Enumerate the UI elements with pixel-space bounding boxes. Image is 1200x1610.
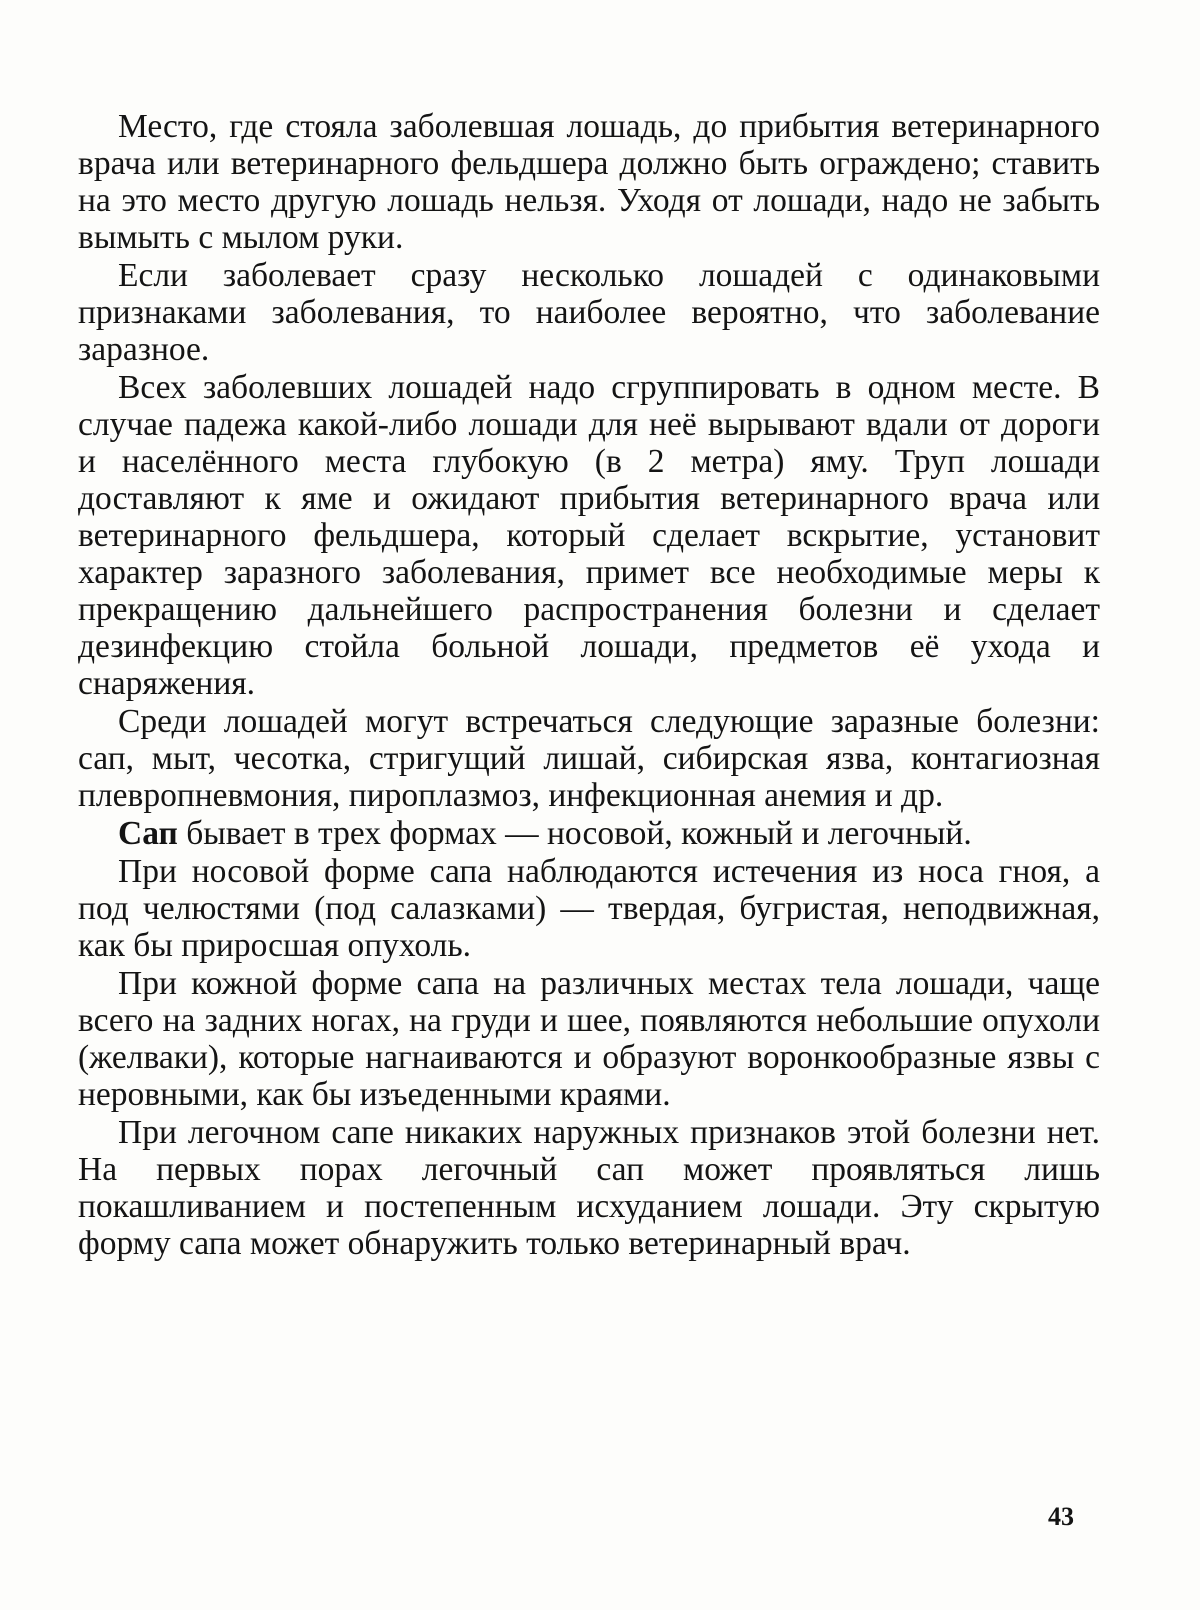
body-text bbox=[78, 108, 1100, 1263]
paragraph-5-body: бывает в трех формах — носовой, кожный и легочный. bbox=[177, 815, 972, 852]
paragraph-5-lead: Сап bbox=[118, 815, 178, 852]
page-number: 43 bbox=[1048, 1502, 1074, 1531]
paragraph-8: При легочном сапе никаких наружных признаков этой болезни нет. На первых порах легочный сап может проявляться лишь покашливанием и постепенным исхуданием лошади. Эту скрытую форму сапа может обнаружить только ветеринарный врач. bbox=[78, 1114, 1100, 1262]
paragraph-2: Если заболевает сразу несколько лошадей с одинаковыми признаками заболевания, то наиболее вероятно, что заболевание заразное. bbox=[78, 257, 1100, 368]
paragraph-4: Среди лошадей могут встречаться следующие заразные болезни: сап, мыт, чесотка, стригущий лишай, сибирская язва, контагиозная плевропневмония, пироплазмоз, инфекционная анемия и др. bbox=[78, 703, 1100, 814]
paragraph-1: Место, где стояла заболевшая лошадь, до прибытия ветеринарного врача или ветеринарного фельдшера должно быть ограждено; ставить на это место другую лошадь нельзя. Уходя от лошади, надо не забыть вымыть с мылом руки. bbox=[78, 108, 1100, 256]
paragraph-3: Всех заболевших лошадей надо сгруппировать в одном месте. В случае падежа какой-либо лошади для неё вырывают вдали от дороги и населённого места глубокую (в 2 метра) яму. Труп лошади доставляют к яме и ожидают прибытия ветеринарного врача или ветеринарного фельдшера, который сделает вскрытие, установит характер заразного заболевания, примет все необходимые меры к прекращению дальнейшего распространения болезни и сделает дезинфекцию стойла больной лошади, предметов её ухода и снаряжения. bbox=[78, 369, 1100, 702]
paragraph-6: При носовой форме сапа наблюдаются истечения из носа гноя, а под челюстями (под салазками) — твердая, бугристая, неподвижная, как бы приросшая опухоль. bbox=[78, 853, 1100, 964]
paragraph-5 bbox=[78, 815, 1100, 852]
paragraph-7: При кожной форме сапа на различных местах тела лошади, чаще всего на задних ногах, на груди и шее, появляются небольшие опухоли (желваки), которые нагнаиваются и образуют воронкообразные язвы с неровными, как бы изъеденными краями. bbox=[78, 965, 1100, 1113]
